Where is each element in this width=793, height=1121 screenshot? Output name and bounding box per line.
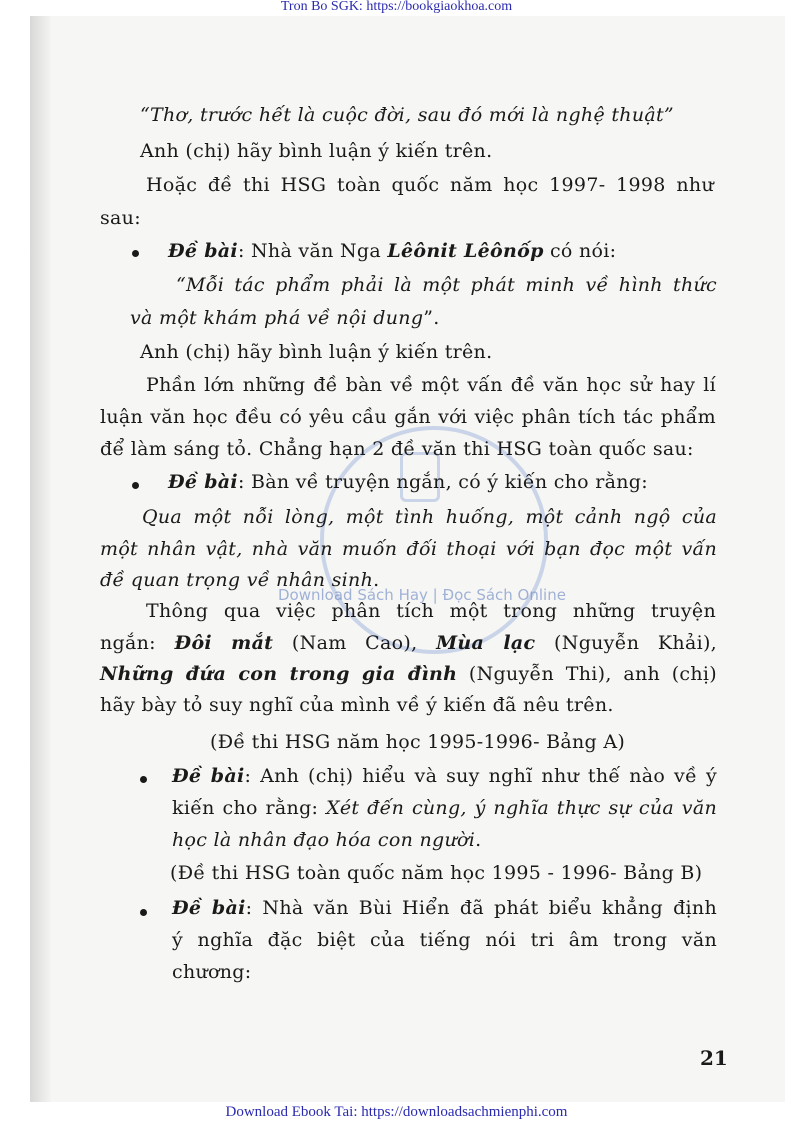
- paragraph-line: sau:: [100, 207, 141, 229]
- author-name: Lêônit Lêônốp: [387, 240, 544, 262]
- paragraph-line: Thông qua việc phân tích một trong những truyện: [146, 600, 716, 622]
- bullet-icon: [140, 776, 147, 783]
- paragraph-line: Hoặc đề thi HSG toàn quốc năm học 1997- 1998 như: [146, 174, 714, 196]
- quote-end: .: [475, 829, 482, 851]
- bullet-label: Đề bài: [168, 240, 238, 262]
- watermark-text: Download Sách Hay | Đọc Sách Online: [278, 586, 566, 604]
- quote-line: “Mỗi tác phẩm phải là một phát minh về hình thức: [176, 274, 717, 296]
- paragraph-line: [100, 663, 717, 685]
- header-link[interactable]: Tron Bo SGK: https://bookgiaokhoa.com: [280, 0, 513, 14]
- bullet-icon: [132, 482, 139, 489]
- work-title: Đôi mắt: [174, 632, 274, 654]
- bullet-label: Đề bài: [172, 897, 246, 919]
- quote-line: [100, 569, 379, 591]
- bullet-continuation: [172, 797, 717, 819]
- quote-text: và một khám phá về nội dung: [130, 307, 424, 329]
- quote-line: Qua một nỗi lòng, một tình huống, một cảnh ngộ của: [142, 506, 717, 528]
- quote-poetry: “Thơ, trước hết là cuộc đời, sau đó mới là nghệ thuật”: [140, 104, 674, 126]
- bullet-label: Đề bài: [172, 765, 245, 787]
- bullet-text: kiến cho rằng:: [172, 797, 327, 819]
- quote-end: .: [373, 569, 380, 591]
- page-number: 21: [700, 1046, 728, 1070]
- source-citation: (Đề thi HSG toàn quốc năm học 1995 - 1996- Bảng B): [170, 862, 703, 884]
- bullet-item-4: [172, 897, 717, 919]
- quote-text: đề quan trọng về nhân sinh: [100, 569, 374, 591]
- bullet-text: có nói:: [543, 240, 617, 262]
- quote-text: Xét đến cùng, ý nghĩa thực sự của văn: [326, 797, 717, 819]
- text: (Nguyễn Khải),: [535, 632, 717, 654]
- paragraph-line: Anh (chị) hãy bình luận ý kiến trên.: [140, 140, 493, 162]
- paragraph-line: luận văn học đều có yêu cầu gắn với việc phân tích tác phẩm: [100, 406, 716, 428]
- quote-line: [130, 307, 440, 329]
- work-title: Mùa lạc: [436, 632, 536, 654]
- paragraph-line: [100, 632, 717, 654]
- quote-text: học là nhân đạo hóa con người: [172, 829, 476, 851]
- text: ngắn:: [100, 632, 175, 654]
- bullet-item-3: [172, 765, 717, 787]
- source-citation: (Đề thi HSG năm học 1995-1996- Bảng A): [210, 731, 626, 753]
- bullet-continuation: ý nghĩa đặc biệt của tiếng nói tri âm trong văn: [172, 929, 717, 951]
- bullet-item-1: [168, 240, 616, 262]
- text: (Nam Cao),: [273, 632, 437, 654]
- quote-line: một nhân vật, nhà văn muốn đối thoại với bạn đọc một vấn: [100, 538, 717, 560]
- bullet-item-2: [168, 471, 648, 493]
- bullet-label: Đề bài: [168, 471, 238, 493]
- bullet-text: : Bàn về truyện ngắn, có ý kiến cho rằng:: [237, 471, 648, 493]
- footer-link[interactable]: Download Ebook Tai: https://downloadsachmienphi.com: [225, 1104, 568, 1120]
- bullet-icon: [140, 909, 147, 916]
- bullet-text: : Nhà văn Bùi Hiển đã phát biểu khẳng định: [245, 897, 717, 919]
- paragraph-line: Anh (chị) hãy bình luận ý kiến trên.: [140, 341, 493, 363]
- bullet-continuation: [172, 829, 481, 851]
- bullet-text: : Anh (chị) hiểu và suy nghĩ như thế nào về ý: [244, 765, 717, 787]
- bullet-continuation: chương:: [172, 961, 252, 983]
- paragraph-line: để làm sáng tỏ. Chẳng hạn 2 đề văn thi HSG toàn quốc sau:: [100, 438, 694, 460]
- bullet-text: : Nhà văn Nga: [237, 240, 388, 262]
- page-gutter-shadow: [30, 16, 52, 1102]
- paragraph-line: Phần lớn những đề bàn về một vấn đề văn học sử hay lí: [146, 374, 716, 396]
- quote-end: ”.: [423, 307, 440, 329]
- paragraph-line: hãy bày tỏ suy nghĩ của mình về ý kiến đã nêu trên.: [100, 694, 614, 716]
- text: (Nguyễn Thi), anh (chị): [457, 663, 717, 685]
- bullet-icon: [132, 250, 139, 257]
- work-title: Những đứa con trong gia đình: [100, 663, 458, 685]
